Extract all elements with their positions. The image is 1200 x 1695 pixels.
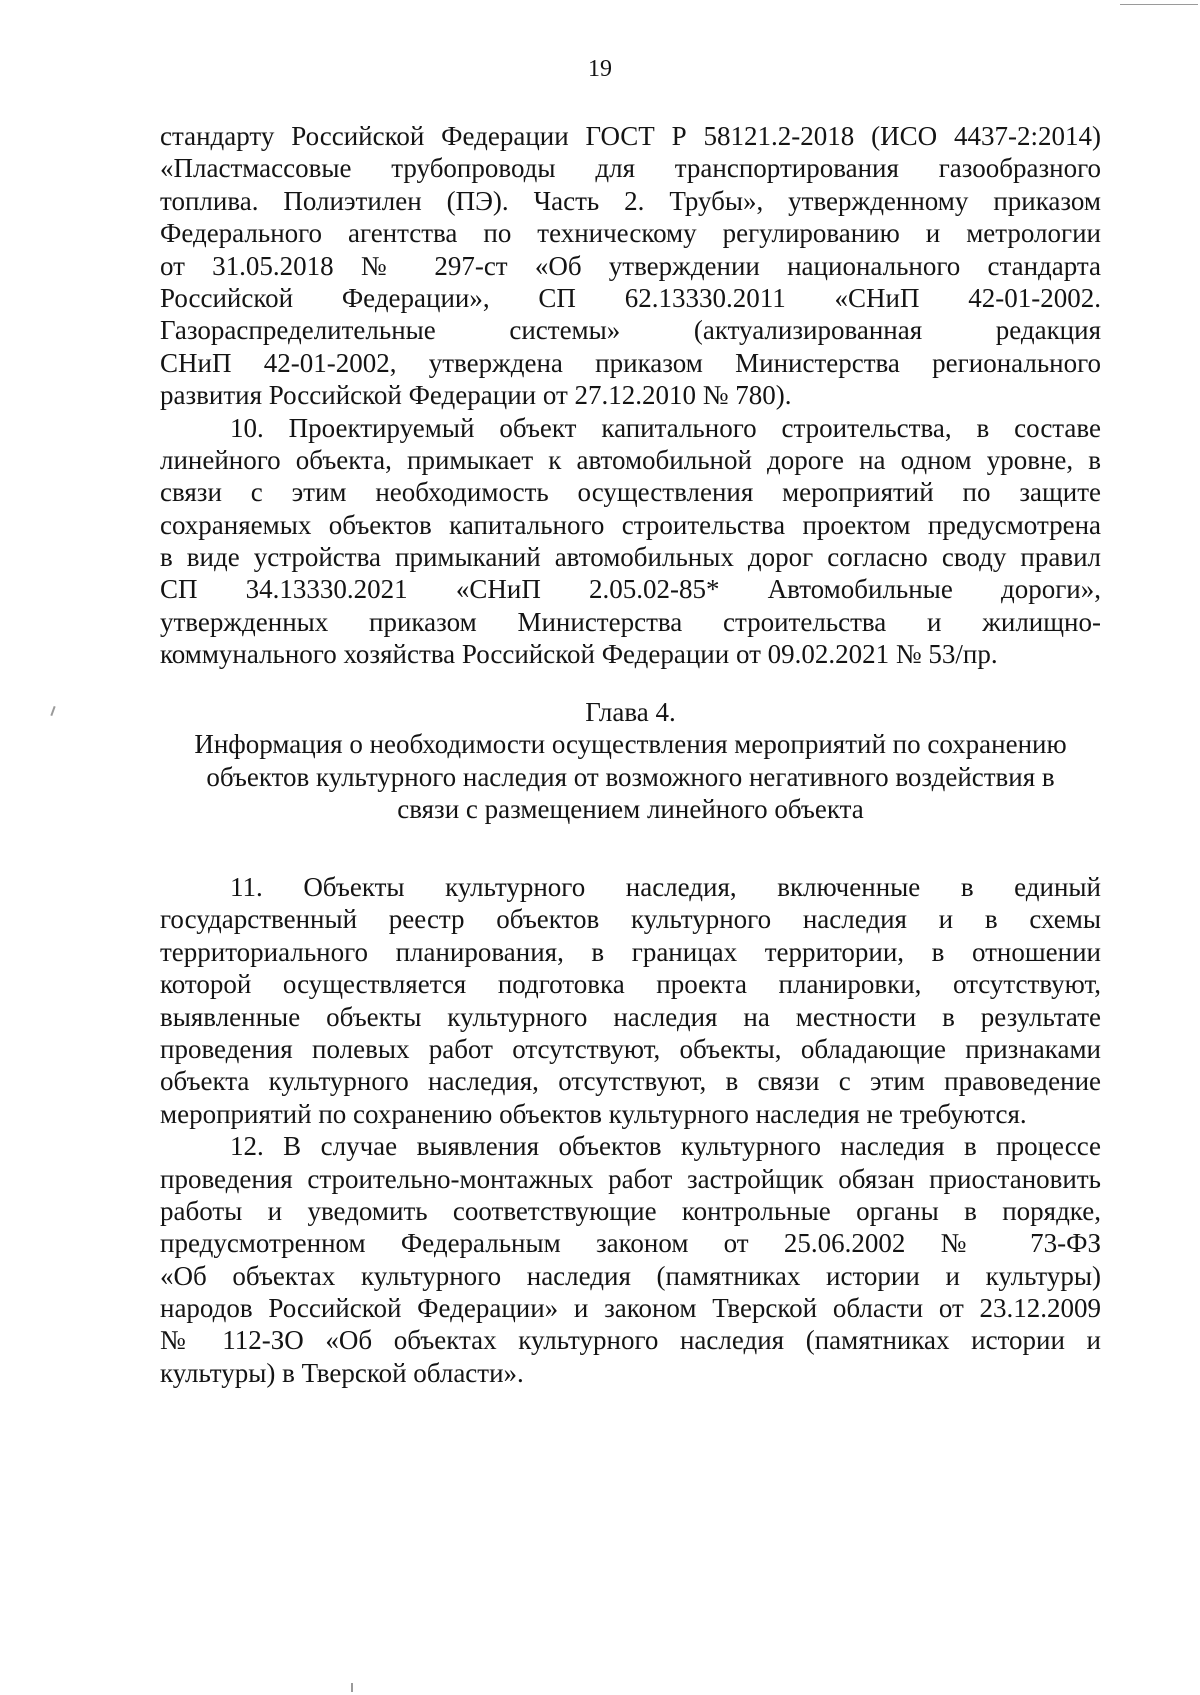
paragraphs-9-10 — [160, 120, 1101, 671]
chapter-number: Глава 4. — [585, 697, 676, 727]
paragraph-text-line: мероприятий по сохранению объектов культурного наследия не требуются. — [160, 1098, 1027, 1129]
paragraph-text-line: утвержденных приказом Министерства строительства и жилищно- — [160, 606, 1101, 637]
paragraph-text-line: Федерального агентства по техническому регулированию и метрологии — [160, 218, 1101, 249]
paragraph-text-line: проведения строительно-монтажных работ застройщик обязан приостановить — [160, 1163, 1101, 1194]
paragraph-text-line: народов Российской Федерации» и законом Тверской области от 23.12.2009 — [160, 1293, 1101, 1324]
paragraph-text-line: коммунального хозяйства Российской Федерации от 09.02.2021 № 53/пр. — [160, 639, 998, 670]
page-number: 19 — [588, 56, 612, 82]
paragraph-text-line: которой осуществляется подготовка проекта планировки, отсутствуют, — [160, 969, 1101, 1000]
chapter-title-line: Информация о необходимости осуществления мероприятий по сохранению — [194, 729, 1067, 760]
paragraph-text-line: выявленные объекты культурного наследия на местности в результате — [160, 1001, 1101, 1032]
chapter-title-line: связи с размещением линейного объекта — [397, 794, 864, 825]
chapter-title-line: объектов культурного наследия от возможного негативного воздействия в — [206, 761, 1055, 792]
paragraph-text-line: 12. В случае выявления объектов культурного наследия в процессе — [230, 1131, 1101, 1162]
paragraph-text-line: территориального планирования, в границах территории, в отношении — [160, 936, 1101, 967]
paragraph-text-line: 11. Объекты культурного наследия, включенные в единый — [230, 872, 1101, 902]
paragraphs-11-12 — [160, 871, 1101, 1389]
paragraph-text-line: Газораспределительные системы» (актуализированная редакция — [160, 315, 1101, 346]
paragraph-text-line: предусмотренном Федеральным законом от 25.06.2002 № 73-ФЗ — [160, 1228, 1101, 1259]
paragraph-text-line: государственный реестр объектов культурного наследия и в схемы — [160, 904, 1101, 935]
paragraph-text-line: «Пластмассовые трубопроводы для транспортирования газообразного — [160, 153, 1101, 184]
paragraph-text-line: сохраняемых объектов капитального строительства проектом предусмотрена — [160, 509, 1101, 540]
chapter-heading — [160, 696, 1101, 826]
scan-mark-left-margin — [50, 706, 55, 716]
paragraph-text-line: СНиП 42-01-2002, утверждена приказом Министерства регионального — [160, 347, 1101, 378]
paragraph-text-line: «Об объектах культурного наследия (памятниках истории и культуры) — [160, 1260, 1101, 1291]
paragraph-text-line: связи с этим необходимость осуществления мероприятий по защите — [160, 477, 1101, 508]
paragraph-text-line: 10. Проектируемый объект капитального строительства, в составе — [230, 412, 1101, 443]
paragraph-text-line: СП 34.13330.2021 «СНиП 2.05.02-85* Автомобильные дороги», — [160, 574, 1101, 605]
paragraph-text-line: стандарту Российской Федерации ГОСТ Р 58121.2-2018 (ИСО 4437-2:2014) — [160, 121, 1101, 151]
scan-mark-bottom — [351, 1683, 353, 1692]
paragraph-text-line: работы и уведомить соответствующие контрольные органы в порядке, — [160, 1195, 1101, 1226]
paragraph-text-line: в виде устройства примыканий автомобильных дорог согласно своду правил — [160, 542, 1101, 573]
paragraph-text-line: объекта культурного наследия, отсутствуют, в связи с этим правоведение — [160, 1066, 1101, 1097]
paragraph-text-line: топлива. Полиэтилен (ПЭ). Часть 2. Трубы», утвержденному приказом — [160, 185, 1101, 216]
paragraph-text-line: развития Российской Федерации от 27.12.2010 № 780). — [160, 380, 792, 411]
paragraph-text-line: № 112-ЗО «Об объектах культурного наследия (памятниках истории и — [160, 1325, 1101, 1356]
paragraph-text-line: Российской Федерации», СП 62.13330.2011 «СНиП 42-01-2002. — [160, 282, 1101, 313]
paragraph-text-line: от 31.05.2018 № 297-ст «Об утверждении национального стандарта — [160, 250, 1101, 281]
scan-mark-top-right — [1120, 4, 1198, 5]
paragraph-text-line: линейного объекта, примыкает к автомобильной дороге на одном уровне, в — [160, 444, 1101, 475]
paragraph-text-line: культуры) в Тверской области». — [160, 1357, 524, 1388]
paragraph-text-line: проведения полевых работ отсутствуют, объекты, обладающие признаками — [160, 1033, 1101, 1064]
